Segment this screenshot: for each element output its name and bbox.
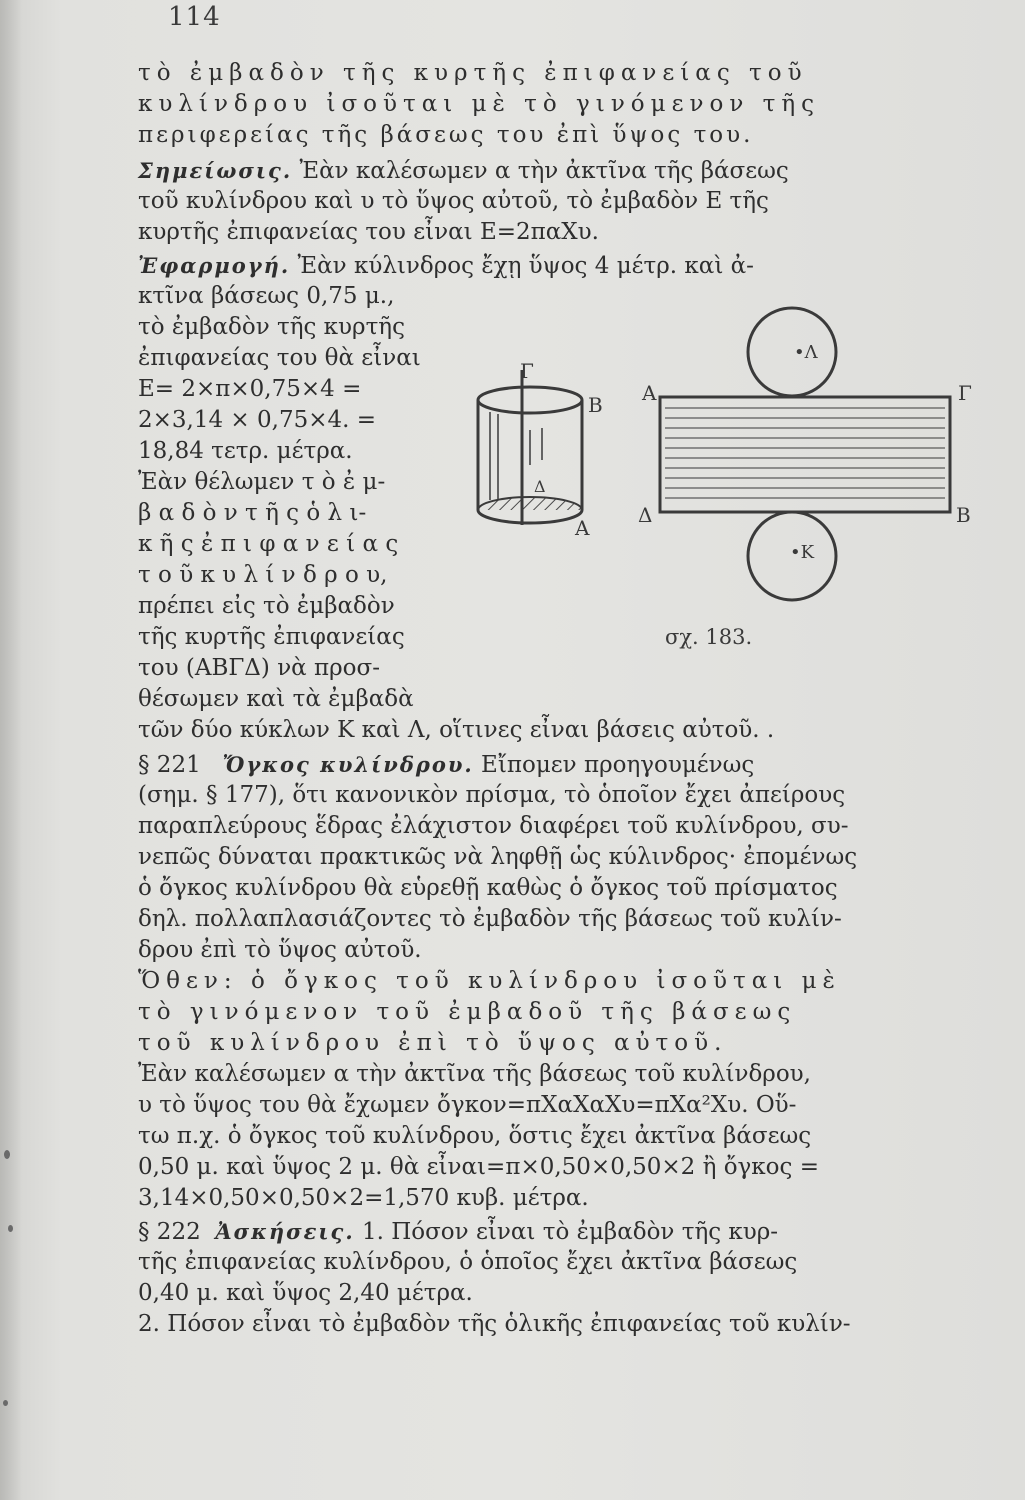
- text-line: του (ΑΒΓΔ) νὰ προσ-: [138, 655, 380, 681]
- text-line: κ ῆ ς ἐ π ι φ α ν ε ί α ς: [138, 531, 399, 557]
- text-line: πρέπει εἰς τὸ ἐμβαδὸν: [138, 593, 395, 619]
- text-line: ἐπιφανείας του θὰ εἶναι: [138, 345, 421, 371]
- text-line: τοῦ κυλίνδρου καὶ υ τὸ ὕψος αὐτοῦ, τὸ ἐμβαδὸν Ε τῆς: [138, 188, 769, 214]
- cylinder-label-right-top: Β: [588, 393, 603, 417]
- text-line: 2. Πόσον εἶναι τὸ ἐμβαδὸν τῆς ὁλικῆς ἐπιφανείας τοῦ κυλίν-: [138, 1311, 851, 1337]
- text-line: δηλ. πολλαπλασιάζοντες τὸ ἐμβαδὸν τῆς βάσεως τοῦ κυλίν-: [138, 906, 842, 932]
- text-line: (σημ. § 177), ὅτι κανονικὸν πρίσμα, τὸ ὁποῖον ἔχει ἀπείρους: [138, 782, 846, 808]
- scan-speck: [4, 1150, 10, 1159]
- text-span: Ἐὰν κύλινδρος ἔχῃ ὕψος 4 μέτρ. καὶ ἀ-: [290, 253, 754, 279]
- text-span: 1. Πόσον εἶναι τὸ ἐμβαδὸν τῆς κυρ-: [354, 1219, 779, 1245]
- text-line: [138, 1216, 994, 1248]
- net-rectangle: [660, 397, 950, 512]
- text-line: 0,50 μ. καὶ ὕψος 2 μ. θὰ εἶναι=π×0,50×0,50×2 ἢ ὄγκος =: [138, 1154, 819, 1180]
- cylinder-top-ellipse: [478, 387, 582, 413]
- text-line: ὁ ὄγκος κυλίνδρου θὰ εὑρεθῇ καθὼς ὁ ὄγκος τοῦ πρίσματος: [138, 875, 838, 901]
- net-label-top-circle: •Λ: [794, 342, 818, 363]
- cylinder-drawing: [478, 370, 582, 525]
- application-heading: Ἐφαρμογή.: [138, 253, 291, 278]
- text-line: 0,40 μ. καὶ ὕψος 2,40 μέτρα.: [138, 1280, 473, 1306]
- text-line: κτῖνα βάσεως 0,75 μ.,: [138, 283, 395, 309]
- text-line: νεπῶς δύναται πρακτικῶς νὰ ληφθῇ ὡς κύλινδρος· ἐπομένως: [138, 844, 858, 870]
- section-number: § 221: [138, 752, 201, 778]
- text-span: Εἴπομεν προηγουμένως: [473, 752, 755, 778]
- text-line: [138, 155, 994, 187]
- net-label-top-left: Α: [642, 381, 657, 405]
- section-number: § 222: [138, 1219, 201, 1245]
- cylinder-label-top: Γ: [520, 359, 534, 383]
- text-line: τῆς κυρτῆς ἐπιφανείας: [138, 624, 405, 650]
- text-line: [138, 749, 994, 781]
- cylinder-label-inner: Δ: [534, 477, 546, 496]
- net-label-bottom-right: Β: [956, 503, 971, 527]
- page-number: 114: [168, 2, 221, 32]
- text-line: Ἐὰν καλέσωμεν α τὴν ἀκτῖνα τῆς βάσεως τοῦ κυλίνδρου,: [138, 1061, 811, 1087]
- text-line: τοῦ κυλίνδρου ἐπὶ τὸ ὕψος αὐτοῦ.: [138, 1030, 728, 1056]
- text-line: 3,14×0,50×0,50×2=1,570 κυβ. μέτρα.: [138, 1185, 589, 1211]
- text-line: 18,84 τετρ. μέτρα.: [138, 438, 353, 464]
- text-line: 2×3,14 × 0,75×4. =: [138, 407, 377, 433]
- section-heading: Ὄγκος κυλίνδρου.: [222, 752, 474, 777]
- text-line: τ ο ῦ κ υ λ ί ν δ ρ ο υ,: [138, 562, 388, 588]
- net-rectangle-hatching: [665, 408, 945, 498]
- text-line: περιφερείας τῆς βάσεως του ἐπὶ ὕψος του.: [138, 122, 754, 148]
- text-line: Ἐὰν θέλωμεν τ ὸ ἐ μ-: [138, 469, 386, 495]
- text-line: δρου ἐπὶ τὸ ὕψος αὐτοῦ.: [138, 937, 422, 963]
- net-label-bottom-circle: •Κ: [790, 542, 815, 563]
- text-line: τῆς ἐπιφανείας κυλίνδρου, ὁ ὁποῖος ἔχει ἀκτῖνα βάσεως: [138, 1249, 798, 1275]
- text-line: παραπλεύρους ἕδρας ἐλάχιστον διαφέρει τοῦ κυλίνδρου, συ-: [138, 813, 849, 839]
- text-line: τω π.χ. ὁ ὄγκος τοῦ κυλίνδρου, ὅστις ἔχει ἀκτῖνα βάσεως: [138, 1123, 812, 1149]
- text-line: τὸ ἐμβαδὸν τῆς κυρτῆς ἐπιφανείας τοῦ: [138, 60, 808, 86]
- scan-speck: [8, 1225, 13, 1232]
- text-line: κυρτῆς ἐπιφανείας του εἶναι Ε=2παΧυ.: [138, 219, 599, 245]
- cylinder-and-net-drawing: [460, 300, 1000, 670]
- text-line: β α δ ὸ ν τ ῆ ς ὁ λ ι-: [138, 500, 367, 526]
- text-line: τῶν δύο κύκλων Κ καὶ Λ, οἵτινες εἶναι βάσεις αὐτοῦ. .: [138, 717, 775, 743]
- text-line: [138, 250, 994, 282]
- text-line: κυλίνδρου ἰσοῦται μὲ τὸ γινόμενον τῆς: [138, 91, 821, 117]
- text-line: τὸ γινόμενον τοῦ ἐμβαδοῦ τῆς βάσεως: [138, 999, 797, 1025]
- note-heading: Σημείωσις.: [138, 158, 293, 183]
- net-label-top-right: Γ: [958, 381, 972, 405]
- cylinder-base-hatching: [478, 497, 582, 510]
- figure-caption: σχ. 183.: [665, 625, 753, 649]
- text-line: τὸ ἐμβαδὸν τῆς κυρτῆς: [138, 314, 405, 340]
- net-label-bottom-left: Δ: [638, 503, 653, 527]
- cylinder-label-bottom-right: Α: [575, 516, 590, 540]
- figure-183: [460, 300, 1000, 670]
- page-edge-shadow: [0, 0, 22, 1500]
- text-line: Ε= 2×π×0,75×4 =: [138, 376, 362, 402]
- cylinder-bottom-arc: [478, 510, 582, 523]
- text-line: θέσωμεν καὶ τὰ ἐμβαδὰ: [138, 686, 414, 712]
- text-line: υ τὸ ὕψος του θὰ ἔχωμεν ὄγκον=πΧαΧαΧυ=πΧα²Χυ. Οὕ-: [138, 1092, 797, 1118]
- net-top-circle: [748, 308, 836, 396]
- exercises-heading: Ἀσκήσεις.: [215, 1219, 355, 1244]
- text-span: Ἐὰν καλέσωμεν α τὴν ἀκτῖνα τῆς βάσεως: [292, 158, 789, 184]
- scan-speck: [3, 1400, 8, 1406]
- text-line: Ὅθεν: ὁ ὄγκος τοῦ κυλίνδρου ἰσοῦται μὲ: [138, 968, 841, 994]
